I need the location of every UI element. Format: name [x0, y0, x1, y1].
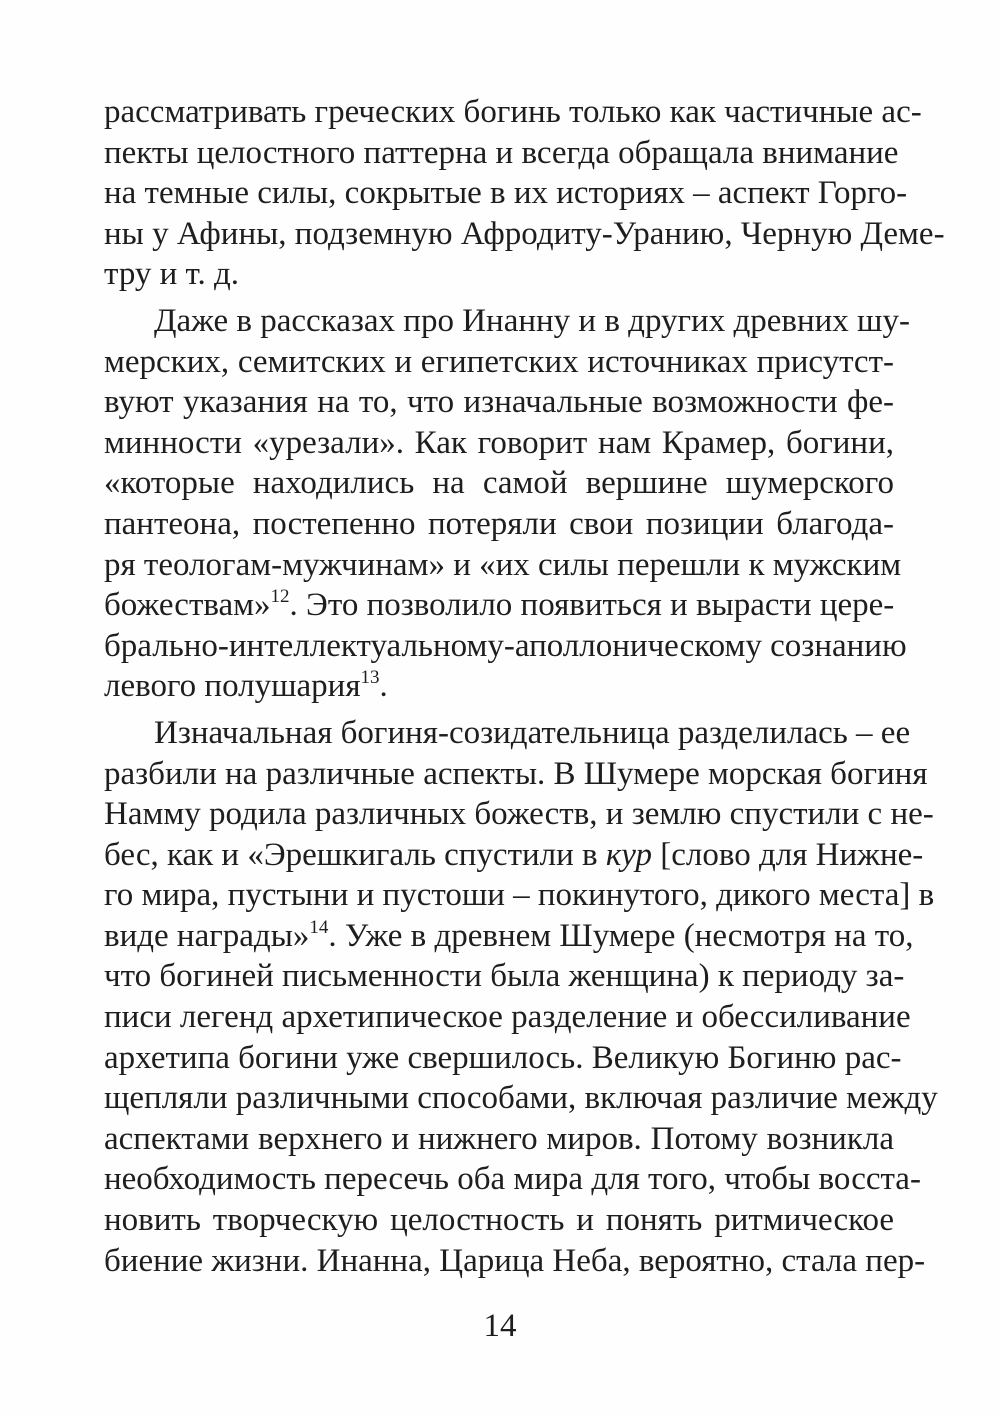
text-line: архетипа богини уже свершилось. Великую Богиню рас-	[104, 1039, 902, 1076]
text-line: рассматривать греческих богинь только как частичные ас-	[104, 94, 922, 130]
text-line	[104, 835, 924, 876]
text-line: разбили на различные аспекты. В Шумере морская богиня	[104, 755, 928, 792]
text-line: минности «урезали». Как говорит нам Крамер, богини,	[104, 424, 894, 461]
line-segment: .	[379, 668, 388, 705]
footnote-ref-14[interactable]: 14	[309, 916, 329, 938]
text-line: Даже в рассказах про Инанну и в других древних шу-	[154, 302, 910, 339]
text-line	[104, 585, 894, 626]
text-line: аспектами верхнего и нижнего миров. Потому возникла	[104, 1120, 894, 1157]
text-line: писи легенд архетипическое разделение и обессиливание	[104, 999, 911, 1036]
text-line: пекты целостного паттерна и всегда обращала внимание	[104, 134, 899, 171]
text-line	[104, 666, 894, 707]
footnote-ref-13[interactable]: 13	[360, 667, 380, 689]
text-line: необходимость пересечь оба мира для того, чтобы восста-	[104, 1161, 921, 1198]
text-line	[104, 916, 914, 957]
line-segment: . Уже в древнем Шумере (несмотря на то,	[328, 917, 914, 954]
footnote-ref-12[interactable]: 12	[270, 586, 290, 608]
text-line: мерских, семитских и египетских источниках присутст-	[104, 343, 894, 380]
text-line: «которые находились на самой вершине шумерского	[104, 465, 894, 502]
text-line: ны у Афины, подземную Афродиту-Уранию, Черную Деме-	[104, 215, 945, 252]
text-line: на темные силы, сокрытые в их историях – аспект Горго-	[104, 175, 908, 212]
line-segment: . Это позволило появиться и вырасти цере-	[289, 587, 895, 624]
text-line: новить творческую целостность и понять ритмическое	[104, 1202, 894, 1239]
text-line: Намму родила различных божеств, и землю спустили с не-	[104, 796, 934, 833]
text-line: щепляли различными способами, включая различие между	[104, 1080, 938, 1117]
text-line: го мира, пустыни и пустоши – покинутого, дикого места] в	[104, 877, 935, 914]
italic-term: кур	[605, 836, 653, 873]
line-segment: левого полушария	[104, 668, 361, 705]
line-segment: бес, как и «Эрешкигаль спустили в	[104, 836, 606, 873]
text-line: пантеона, постепенно потеряли свои позиции благода-	[104, 505, 894, 542]
text-line: Изначальная богиня-созидательница разделилась – ее	[154, 714, 911, 751]
text-line: брально-интеллектуальному-аполлоническому сознанию	[104, 627, 907, 664]
page-number: 14	[483, 1308, 517, 1344]
line-segment: [слово для Нижне-	[652, 836, 924, 873]
text-line: ря теологам-мужчинам» и «их силы перешли к мужским	[104, 546, 902, 583]
text-line: тру и т. д.	[104, 256, 240, 293]
line-segment: виде награды»	[104, 917, 310, 954]
text-line: вуют указания на то, что изначальные возможности фе-	[104, 384, 894, 421]
line-segment: божествам»	[104, 587, 271, 624]
body-text	[104, 92, 945, 1281]
text-line: что богиней письменности была женщина) к периоду за-	[104, 958, 905, 995]
text-line: биение жизни. Инанна, Царица Неба, вероятно, стала пер-	[104, 1242, 926, 1279]
